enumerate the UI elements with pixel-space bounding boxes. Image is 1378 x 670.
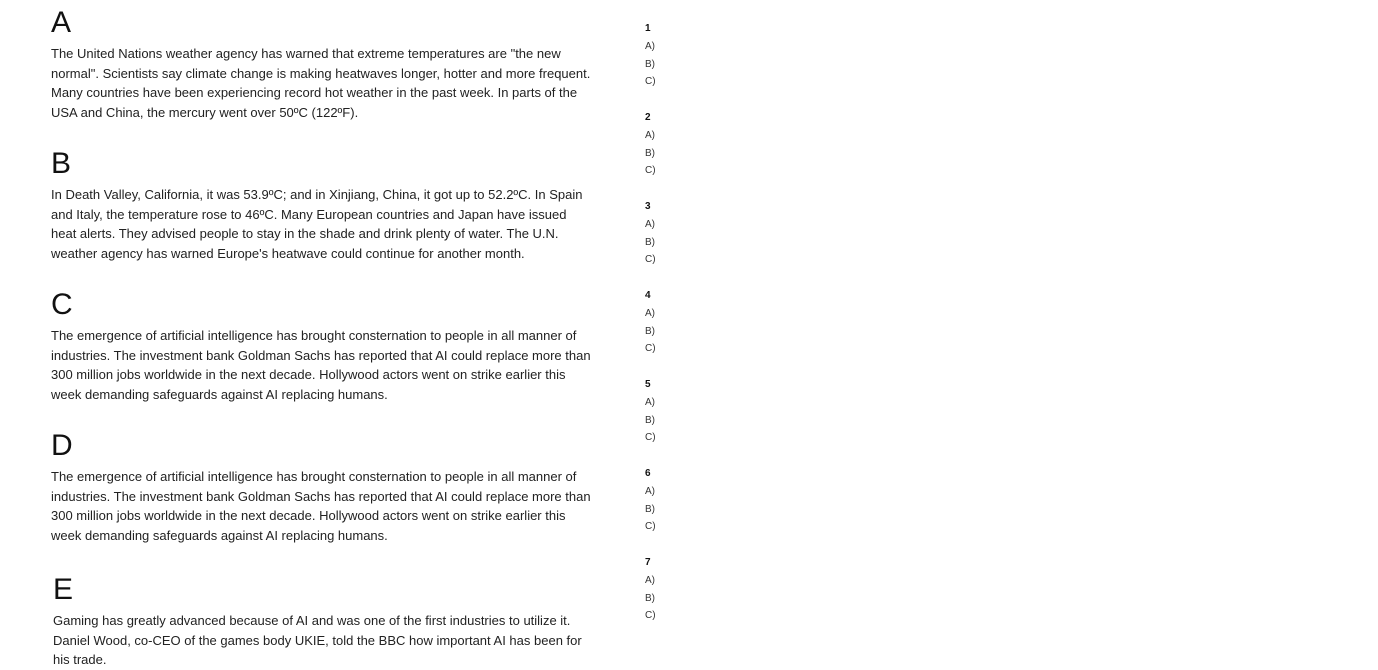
section-text: In Death Valley, California, it was 53.9ºC; and in Xinjiang, China, it got up to 52.2ºC. In Spain and Italy, the temperature rose to 46ºC. Many European countries and Japan have issued heat alerts. They advised people to stay in the shade and drink plenty of water. The U.N. weather agency has warned Europe's heatwave could continue for another month. <box>51 187 583 261</box>
question-number: 5 <box>645 379 651 390</box>
option-a[interactable]: A) <box>645 575 655 586</box>
option-c[interactable]: C) <box>645 610 656 622</box>
option-c[interactable]: C) <box>645 343 656 355</box>
option-a[interactable]: A) <box>645 486 655 497</box>
option-b[interactable]: B) <box>645 592 655 604</box>
option-a[interactable]: A) <box>645 41 655 52</box>
section-text: The emergence of artificial intelligence has brought consternation to people in all manner of industries. The investment bank Goldman Sachs has reported that AI could replace more than 300 million jobs worldwide in the next decade. Hollywood actors went on strike earlier this week demanding safeguards against AI replacing humans. <box>51 469 591 543</box>
option-b[interactable]: B) <box>645 236 655 248</box>
question-block-7 <box>645 554 705 625</box>
section-letter: D <box>51 429 73 462</box>
question-number: 7 <box>645 557 651 568</box>
option-b[interactable]: B) <box>645 325 655 337</box>
option-b[interactable]: B) <box>645 503 655 515</box>
section-letter: E <box>53 573 74 606</box>
section-text: The United Nations weather agency has warned that extreme temperatures are "the new normal". Scientists say climate change is making heatwaves longer, hotter and more frequent. Many countries have been experiencing record hot weather in the past week. In parts of the USA and China, the mercury went over 50ºC (122ºF). <box>51 46 591 120</box>
option-b[interactable]: B) <box>645 58 655 70</box>
section-text: The emergence of artificial intelligence has brought consternation to people in all manner of industries. The investment bank Goldman Sachs has reported that AI could replace more than 300 million jobs worldwide in the next decade. Hollywood actors went on strike earlier this week demanding safeguards against AI replacing humans. <box>51 328 591 402</box>
question-number: 4 <box>645 290 651 301</box>
option-c[interactable]: C) <box>645 521 656 533</box>
section-letter: A <box>51 6 72 39</box>
option-c[interactable]: C) <box>645 432 656 444</box>
option-c[interactable]: C) <box>645 165 656 177</box>
question-number: 2 <box>645 112 651 123</box>
section-c <box>51 290 591 404</box>
section-letter: C <box>51 288 73 321</box>
question-number: 1 <box>645 23 651 34</box>
question-number: 6 <box>645 468 651 479</box>
section-a <box>51 8 591 122</box>
question-block-4 <box>645 287 705 358</box>
question-block-2 <box>645 109 705 180</box>
question-block-3 <box>645 198 705 269</box>
option-b[interactable]: B) <box>645 414 655 426</box>
option-a[interactable]: A) <box>645 130 655 141</box>
section-e <box>53 575 593 670</box>
option-c[interactable]: C) <box>645 254 656 266</box>
option-a[interactable]: A) <box>645 397 655 408</box>
option-b[interactable]: B) <box>645 147 655 159</box>
section-letter: B <box>51 147 72 180</box>
section-text: Gaming has greatly advanced because of AI and was one of the first industries to utilize it. Daniel Wood, co-CEO of the games body UKIE, told the BBC how important AI has been for his trade. <box>53 613 582 668</box>
section-b <box>51 149 591 263</box>
option-a[interactable]: A) <box>645 219 655 230</box>
question-block-1 <box>645 20 705 91</box>
question-block-5 <box>645 376 705 447</box>
question-block-6 <box>645 465 705 536</box>
option-c[interactable]: C) <box>645 76 656 88</box>
option-a[interactable]: A) <box>645 308 655 319</box>
question-number: 3 <box>645 201 651 212</box>
section-d <box>51 431 591 545</box>
